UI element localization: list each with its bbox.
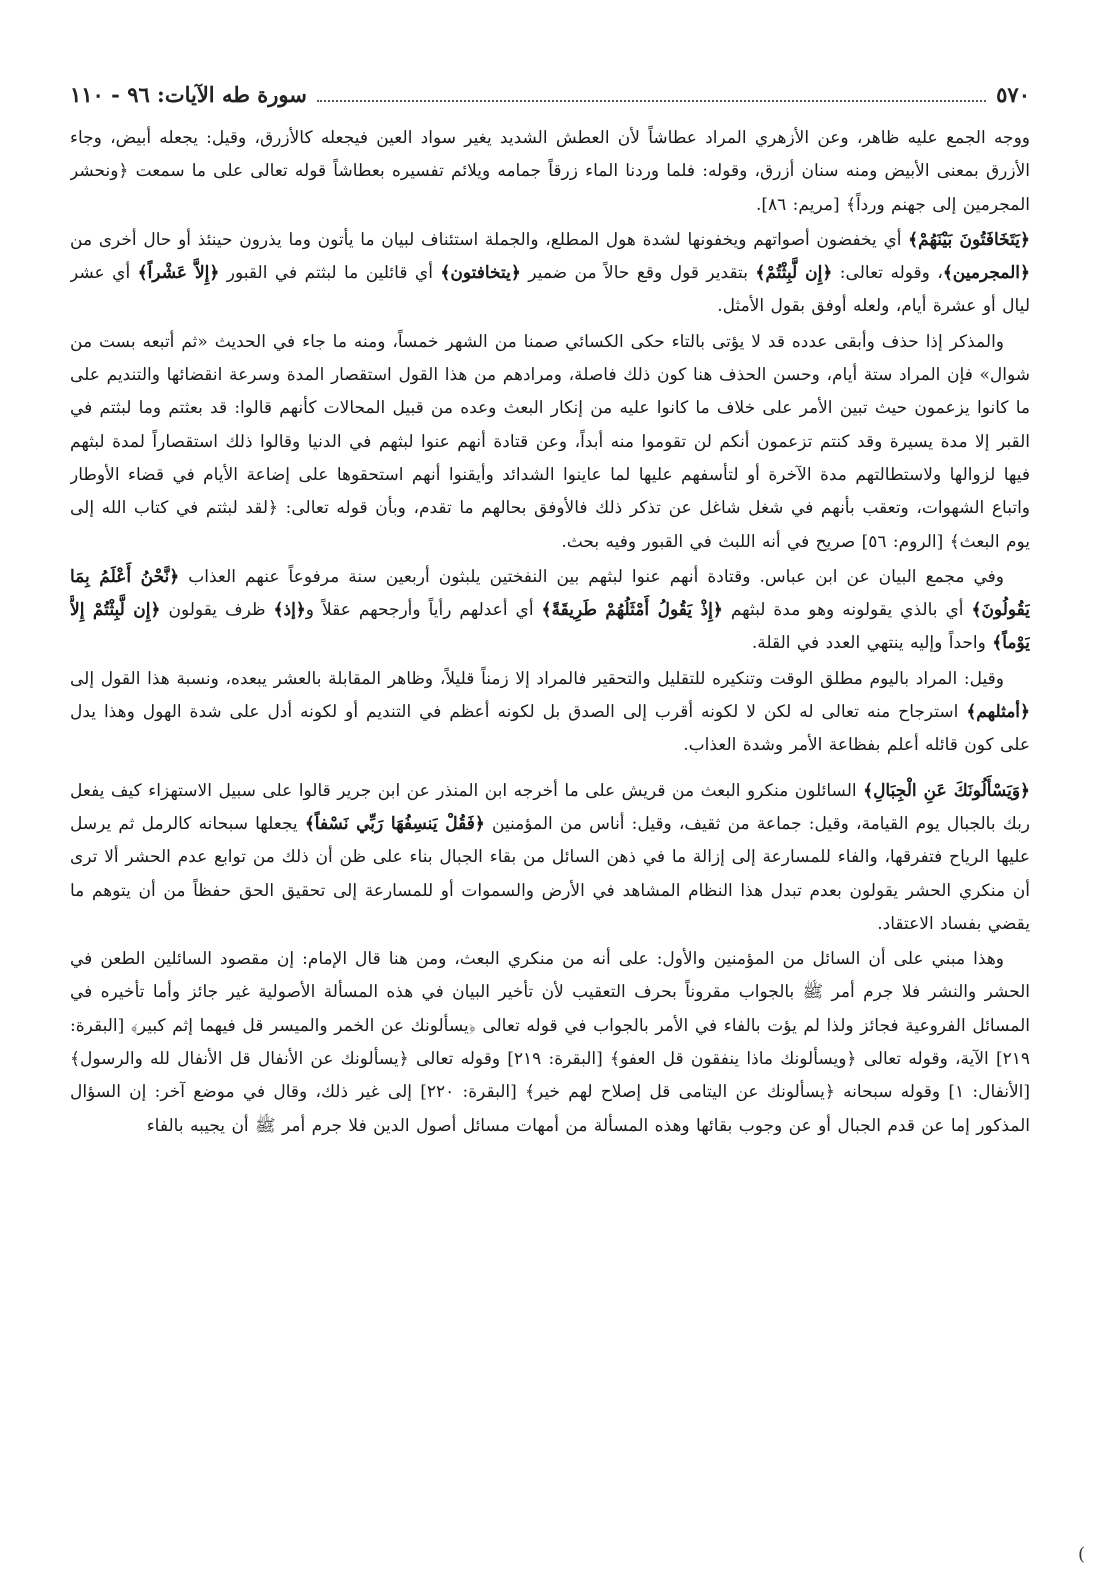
text-segment: يجعلها سبحانه كالرمل ثم يرسل عليها الرياح فتفرقها، والفاء للمسارعة إلى إزالة ما في ذهن السائل من بقاء الجبال بناء على ظن أن ذلك من توابع عدم الحشر ألا ترى أن منكري الحشر يقولون بعدم تبدل هذا النظام المشاهد في الأرض والسموات أو للمسارعة إلى تحقيق الحق حفظاً من أن يتوهم ما يقضي بفساد الاعتقاد. (70, 813, 1030, 934)
quranic-verse: ﴿إذ﴾ (273, 600, 306, 621)
quranic-verse: ﴿إِلاَّ عَشْراً﴾ (137, 263, 220, 284)
text-segment: بتقدير قول وقع حالاً من ضمير (520, 263, 756, 284)
text-segment: وهذا مبني على أن السائل من المؤمنين والأول: على أنه من منكري البعث، ومن هنا قال الإمام: إن مقصود السائلين الطعن في الحشر والنشر فلا جرم أمر ﷺ بالجواب مقروناً بحرف التعقيب لأن تأخير البيان في هذه المسألة الأصولية غير جائز وأما تأخيره في المسائل الفروعية فجائز ولذا لم يؤت بالفاء في الأمر بالجواب في قوله تعالى ﴿يسألونك عن الخمر والميسر قل فيهما إثم كبير﴾ [البقرة: ٢١٩] الآية، وقوله تعالى ﴿ويسألونك ماذا ينفقون قل العفو﴾ [البقرة: ٢١٩] وقوله تعالى ﴿يسألونك عن الأنفال قل الأنفال لله والرسول﴾ [الأنفال: ١] وقوله سبحانه ﴿يسألونك عن اليتامى قل إصلاح لهم خير﴾ [البقرة: ٢٢٠] إلى غير ذلك، وقال في موضع آخر: إن السؤال المذكور إما عن قدم الجبال أو عن وجوب بقائها وهذه المسألة من أمهات مسائل أصول الدين فلا جرم أمر ﷺ أن يجيبه بالفاء (70, 949, 1030, 1136)
text-segment: وفي مجمع البيان عن ابن عباس. وقتادة أنهم عنوا لبثهم بين النفختين يلبثون أربعين سنة مرفوعاً عنهم العذاب (179, 566, 1004, 587)
page-number: ٥٧٠ (996, 82, 1030, 107)
quranic-verse: ﴿المجرمين﴾ (942, 263, 1030, 284)
text-segment: ، وقوله تعالى: (832, 263, 943, 284)
paragraph (70, 326, 1030, 559)
text-segment: واحداً وإليه ينتهي العدد في القلة. (751, 633, 993, 654)
body-text (70, 122, 1030, 1143)
paragraph (70, 943, 1030, 1143)
quranic-verse: ﴿يَتَخَافَتُونَ بَيْنَهُمْ﴾ (908, 229, 1030, 250)
text-segment: السائلون منكرو البعث من قريش على ما أخرجه ابن المنذر عن ابن جرير قالوا على سبيل الاستهزاء كيف يفعل ربك بالجبال يوم القيامة، وقيل: جماعة من ثقيف، وقيل: أناس من المؤمنين (70, 780, 1030, 834)
paragraph (70, 663, 1030, 763)
quranic-verse: ﴿فَقُلْ يَنسِفُهَا رَبِّي نَسْفاً﴾ (304, 813, 485, 834)
text-segment: أي قائلين ما لبثتم في القبور (219, 263, 441, 284)
quranic-verse: ﴿إِذْ يَقُولُ أَمْثَلُهُمْ طَرِيقَةً﴾ (541, 600, 723, 621)
page-header (70, 82, 1030, 122)
paragraph (70, 561, 1030, 661)
text-segment: ظرف يقولون (160, 600, 274, 621)
quranic-verse: ﴿نَّحْنُ أَعْلَمُ بِمَا يَقُولُونَ﴾ (70, 566, 1030, 621)
text-segment: أي يخفضون أصواتهم ويخفونها لشدة هول المطلع، والجملة استئناف لبيان ما يأتون وما يذرون حينئذ أو حال أخرى من (70, 229, 909, 250)
quranic-verse: ﴿وَيَسْأَلُونَكَ عَنِ الْجِبَالِ﴾ (863, 780, 1030, 801)
surah-title: سورة طه الآيات: ٩٦ - ١١٠ (70, 82, 307, 107)
paragraph (70, 122, 1030, 222)
text-segment: أي أعدلهم رأياً وأرجحهم عقلاً و (305, 600, 542, 621)
text-segment: والمذكر إذا حذف وأبقى عدده قد لا يؤتى بالتاء حكى الكسائي صمنا من الشهر خمساً، ومنه ما جاء في الحديث «ثم أتبعه بست من شوال» فإن المراد ستة أيام، وحسن الحذف هنا كون ذلك فاصلة، ومرادهم من هذا القول استقصار المدة وسرعة انقضائها والتنديم على ما كانوا يزعمون حيث تبين الأمر على خلاف ما كانوا عليه من إنكار البعث وعده من قبيل المحالات كأنهم قالوا: قد بعثتم وما لبثتم في القبر إلا مدة يسيرة وقد كنتم تزعمون أنكم لن تقوموا منه أبداً، وعن قتادة أنهم عنوا لبثهم في الدنيا وقالوا ذلك استقصاراً لمدة لبثهم فيها لزوالها ولاستطالتهم مدة الآخرة أو لتأسفهم عليها لما عاينوا الشدائد وأيقنوا أنهم استحقوها على إضاعة الأيام في قضاء الأوطار واتباع الشهوات، وتعقب بأنهم في شغل شاغل عن تذكر ذلك فالأوفق بحالهم ما تقدم، وبأن قوله تعالى: ﴿لقد لبثتم في كتاب الله إلى يوم البعث﴾ [الروم: ٥٦] صريح في أنه اللبث في القبور وفيه بحث. (70, 331, 1030, 552)
quranic-verse: ﴿إِن لَّبِثْتُمْ﴾ (755, 263, 833, 284)
text-segment: استرجاح منه تعالى له لكن لا لكونه أقرب إلى الصدق بل لكونه أعظم في التنديم أو لكونه أدل على شدة الهول وهذا يدل على كون قائله أعلم بفظاعة الأمر وشدة العذاب. (70, 702, 1030, 756)
quranic-verse: ﴿يتخافتون﴾ (440, 263, 521, 284)
text-segment: أي عشر ليال أو عشرة أيام، ولعله أوفق بقول الأمثل. (70, 263, 1030, 317)
page-mark: ( (1078, 1544, 1086, 1565)
paragraph (70, 775, 1030, 941)
quranic-verse: ﴿أمثلهم﴾ (966, 702, 1030, 723)
document-page (70, 82, 1030, 1552)
quranic-verse: ﴿إِن لَّبِثْتُمْ إِلاَّ يَوْماً﴾ (70, 600, 1030, 654)
header-dot-leader (317, 86, 986, 102)
text-segment: ووجه الجمع عليه ظاهر، وعن الأزهري المراد عطاشاً لأن العطش الشديد يغير سواد العين فيجعله كالأزرق، وقيل: يجعله أبيض، وجاء الأزرق بمعنى الأبيض ومنه سنان أزرق، وقوله: فلما وردنا الماء زرقاً جمامه ويلائم تفسيره بعطاشاً قوله تعالى على ما سمعت ﴿ونحشر المجرمين إلى جهنم ورداً﴾ [مريم: ٨٦]. (70, 128, 1030, 215)
text-segment: أي بالذي يقولونه وهو مدة لبثهم (722, 600, 972, 621)
paragraph (70, 224, 1030, 324)
text-segment: وقيل: المراد باليوم مطلق الوقت وتنكيره للتقليل والتحقير فالمراد إلا زمناً قليلاً، وظاهر المقابلة بالعشر يبعده، ونسبة هذا القول إلى (70, 668, 1004, 689)
